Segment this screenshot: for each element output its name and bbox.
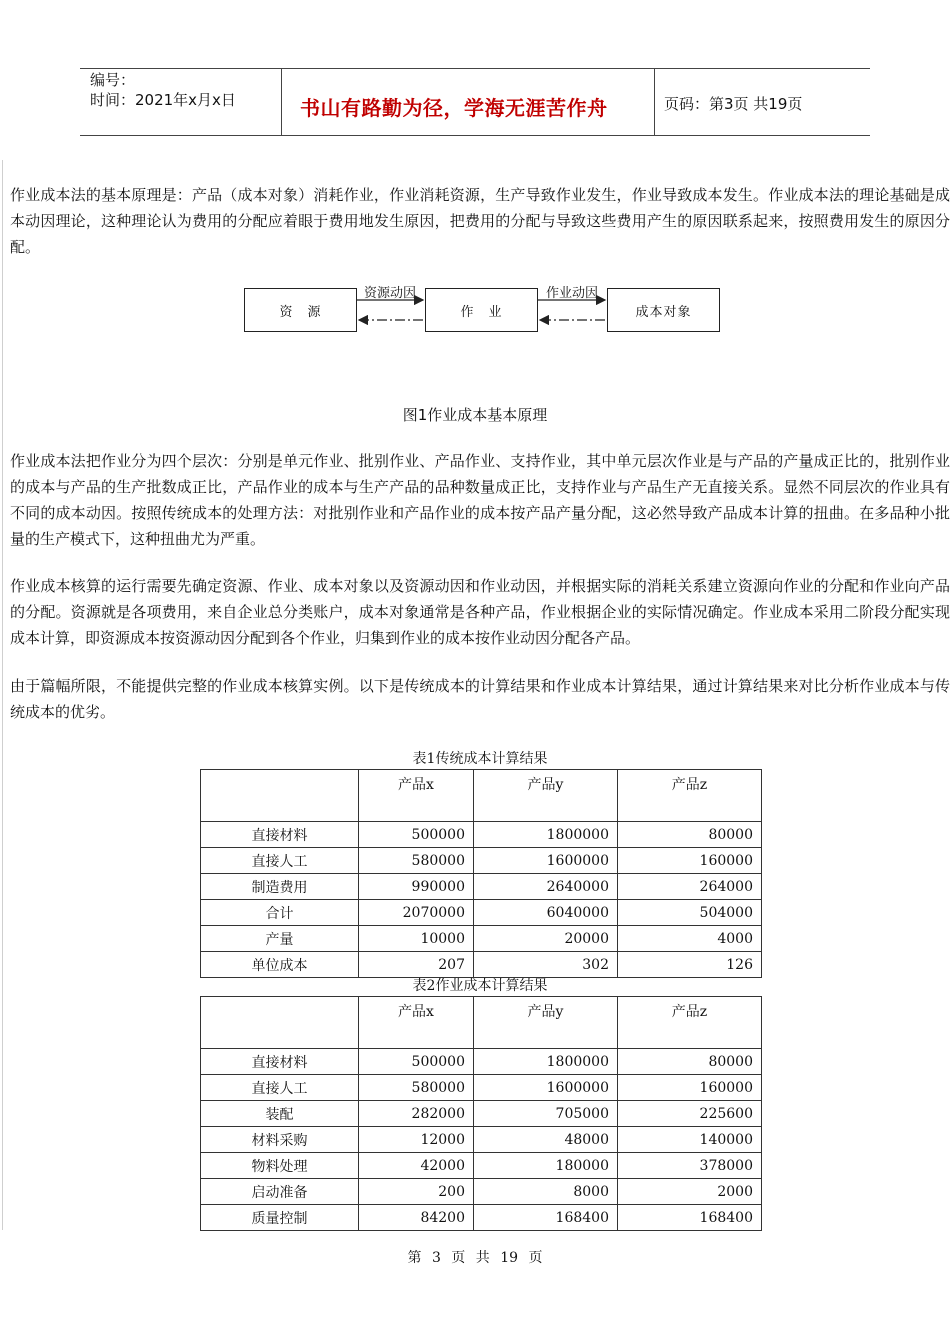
row-label: 直接材料 bbox=[201, 1049, 359, 1075]
table-cell: 2640000 bbox=[474, 874, 618, 900]
table-cell: 580000 bbox=[359, 1075, 474, 1101]
table-row bbox=[201, 1075, 762, 1101]
table-activity-cost bbox=[200, 996, 762, 1231]
row-label: 材料采购 bbox=[201, 1127, 359, 1153]
table-cell: 990000 bbox=[359, 874, 474, 900]
row-label: 单位成本 bbox=[201, 952, 359, 978]
table-cell: 6040000 bbox=[474, 900, 618, 926]
table-header-cell: 产品y bbox=[474, 770, 618, 822]
table-cell: 20000 bbox=[474, 926, 618, 952]
table-cell: 1800000 bbox=[474, 822, 618, 848]
table-cell: 500000 bbox=[359, 1049, 474, 1075]
table-cell: 140000 bbox=[618, 1127, 762, 1153]
paragraph-operation: 作业成本核算的运行需要先确定资源、作业、成本对象以及资源动因和作业动因，并根据实际的消耗关系建立资源向作业的分配和作业向产品的分配。资源就是各项费用，来自企业总分类账户，成本对象通常是各种产品，作业根据企业的实际情况确定。作业成本采用二阶段分配实现成本计算，即资源成本按资源动因分配到各个作业，归集到作业的成本按作业动因分配各产品。 bbox=[10, 577, 950, 647]
row-label: 直接材料 bbox=[201, 822, 359, 848]
table-row bbox=[201, 1153, 762, 1179]
table-cell: 80000 bbox=[618, 822, 762, 848]
table-cell: 4000 bbox=[618, 926, 762, 952]
diagram-arrows bbox=[0, 0, 950, 360]
table-cell: 705000 bbox=[474, 1101, 618, 1127]
table-cell: 160000 bbox=[618, 848, 762, 874]
table-row bbox=[201, 1049, 762, 1075]
table-row bbox=[201, 900, 762, 926]
row-label: 直接人工 bbox=[201, 1075, 359, 1101]
table-header-row bbox=[201, 997, 762, 1049]
row-label: 制造费用 bbox=[201, 874, 359, 900]
table-cell: 264000 bbox=[618, 874, 762, 900]
table-row bbox=[201, 848, 762, 874]
table-header-row bbox=[201, 770, 762, 822]
table-cell: 225600 bbox=[618, 1101, 762, 1127]
row-label: 装配 bbox=[201, 1101, 359, 1127]
row-label: 合计 bbox=[201, 900, 359, 926]
table-header-cell: 产品x bbox=[359, 770, 474, 822]
table-cell: 48000 bbox=[474, 1127, 618, 1153]
table-cell: 80000 bbox=[618, 1049, 762, 1075]
paragraph-principle: 作业成本法的基本原理是：产品（成本对象）消耗作业，作业消耗资源，生产导致作业发生，作业导致成本发生。作业成本法的理论基础是成本动因理论，这种理论认为费用的分配应着眼于费用地发生原因，把费用的分配与导致这些费用产生的原因联系起来，按照费用发生的原因分配。 bbox=[10, 186, 950, 256]
table-header-cell: 产品x bbox=[359, 997, 474, 1049]
table-header-cell bbox=[201, 770, 359, 822]
table-cell: 1600000 bbox=[474, 1075, 618, 1101]
table-cell: 2070000 bbox=[359, 900, 474, 926]
table-row bbox=[201, 1205, 762, 1231]
diagram-label-activity-driver: 作业动因 bbox=[546, 286, 599, 301]
table-cell: 8000 bbox=[474, 1179, 618, 1205]
table-row bbox=[201, 952, 762, 978]
table-cell: 378000 bbox=[618, 1153, 762, 1179]
table-header-cell: 产品y bbox=[474, 997, 618, 1049]
table-cell: 580000 bbox=[359, 848, 474, 874]
table-cell: 500000 bbox=[359, 822, 474, 848]
paragraph-comparison: 由于篇幅所限，不能提供完整的作业成本核算实例。以下是传统成本的计算结果和作业成本计算结果，通过计算结果来对比分析作业成本与传统成本的优劣。 bbox=[10, 677, 950, 721]
table-row bbox=[201, 1179, 762, 1205]
table-header-cell: 产品z bbox=[618, 770, 762, 822]
table-cell: 10000 bbox=[359, 926, 474, 952]
doc-number-label: 编号： bbox=[90, 71, 136, 89]
table-cell: 302 bbox=[474, 952, 618, 978]
table-cell: 168400 bbox=[618, 1205, 762, 1231]
table-row bbox=[201, 874, 762, 900]
table-cell: 282000 bbox=[359, 1101, 474, 1127]
table-header-cell: 产品z bbox=[618, 997, 762, 1049]
paragraph-levels: 作业成本法把作业分为四个层次：分别是单元作业、批别作业、产品作业、支持作业，其中单元层次作业是与产品的产量成正比的，批别作业的成本与产品的生产批数成正比，产品作业的成本与生产产品的品种数量成正比，支持作业与产品生产无直接关系。显然不同层次的作业具有不同的成本动因。按照传统成本的处理方法：对批别作业和产品作业的成本按产品产量分配，这必然导致产品成本计算的扭曲。在多品种小批量的生产模式下，这种扭曲尤为严重。 bbox=[10, 452, 950, 548]
table-cell: 12000 bbox=[359, 1127, 474, 1153]
table-cell: 180000 bbox=[474, 1153, 618, 1179]
table-row bbox=[201, 822, 762, 848]
table-cell: 200 bbox=[359, 1179, 474, 1205]
table-cell: 42000 bbox=[359, 1153, 474, 1179]
diagram-box-activity: 作 业 bbox=[425, 288, 538, 332]
row-label: 直接人工 bbox=[201, 848, 359, 874]
table-row bbox=[201, 1127, 762, 1153]
figure-caption: 图1作业成本基本原理 bbox=[402, 406, 548, 424]
table-traditional-cost bbox=[200, 769, 762, 978]
page-number-label: 页码：第3页 共19页 bbox=[664, 95, 803, 113]
table-cell: 504000 bbox=[618, 900, 762, 926]
header-motto: 书山有路勤为径，学海无涯苦作舟 bbox=[300, 96, 608, 120]
diagram-label-resource-driver: 资源动因 bbox=[364, 286, 417, 301]
table-cell: 2000 bbox=[618, 1179, 762, 1205]
table-cell: 84200 bbox=[359, 1205, 474, 1231]
table2-caption: 表2作业成本计算结果 bbox=[412, 978, 548, 994]
table1-caption: 表1传统成本计算结果 bbox=[412, 751, 548, 767]
row-label: 产量 bbox=[201, 926, 359, 952]
table-cell: 1800000 bbox=[474, 1049, 618, 1075]
table-cell: 168400 bbox=[474, 1205, 618, 1231]
table-cell: 207 bbox=[359, 952, 474, 978]
row-label: 物料处理 bbox=[201, 1153, 359, 1179]
table-cell: 160000 bbox=[618, 1075, 762, 1101]
table-row bbox=[201, 926, 762, 952]
row-label: 启动准备 bbox=[201, 1179, 359, 1205]
diagram-box-resource: 资 源 bbox=[244, 288, 357, 332]
table-header-cell bbox=[201, 997, 359, 1049]
row-label: 质量控制 bbox=[201, 1205, 359, 1231]
table-cell: 1600000 bbox=[474, 848, 618, 874]
page-footer: 第 3 页 共 19 页 bbox=[407, 1250, 543, 1266]
doc-time-label: 时间：2021年x月x日 bbox=[90, 91, 236, 109]
diagram-box-cost-object: 成本对象 bbox=[607, 288, 720, 332]
table-cell: 126 bbox=[618, 952, 762, 978]
table-row bbox=[201, 1101, 762, 1127]
